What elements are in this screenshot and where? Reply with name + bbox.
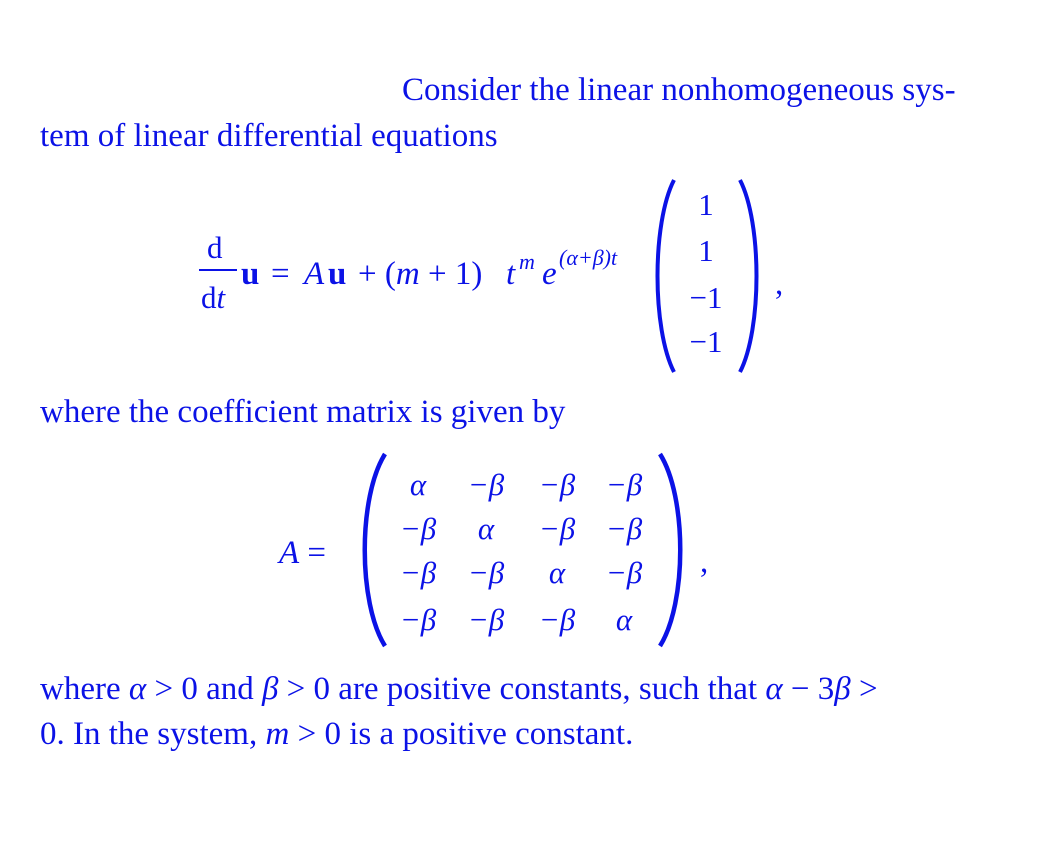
text-run: − 3 xyxy=(782,671,835,707)
matrix-cell: α xyxy=(615,602,633,637)
paragraph-2: where the coefficient matrix is given by xyxy=(40,394,566,430)
matrix-cell: −β xyxy=(467,555,505,590)
matrix-cell: −β xyxy=(399,602,437,637)
matrix-cell: −β xyxy=(605,511,643,546)
text-run: > 0 is a positive constant. xyxy=(289,716,634,752)
text-run: > 0 are positive constants, such that xyxy=(278,671,766,707)
matrix-cell: −β xyxy=(538,511,576,546)
paragraph-1-line-2: tem of linear differential equations xyxy=(40,118,498,154)
matrix-cell: −β xyxy=(605,555,643,590)
alpha-symbol: α xyxy=(128,671,147,707)
matrix-right-paren xyxy=(654,452,690,648)
vector-entry: −1 xyxy=(689,324,723,359)
text-run: > 0 and xyxy=(146,671,262,707)
matrix-cell: −β xyxy=(538,602,576,637)
paragraph-1-line-1: Consider the linear nonhomogeneous sys- xyxy=(402,72,956,108)
beta-symbol: β xyxy=(261,671,279,707)
matrix-cell: −β xyxy=(399,555,437,590)
text-run: > xyxy=(850,671,878,707)
matrix-cell: −β xyxy=(399,511,437,546)
vector-u: u xyxy=(241,256,260,292)
m-symbol: m xyxy=(265,716,290,752)
fraction-bar xyxy=(199,269,237,271)
equals-sign: = xyxy=(271,256,290,292)
equation-2-comma: , xyxy=(700,544,709,580)
vector-right-paren xyxy=(734,178,764,374)
alpha-symbol: α xyxy=(765,671,783,707)
derivative-denominator: dt xyxy=(201,280,226,315)
matrix-symbol-A: A xyxy=(304,256,325,292)
matrix-cell: −β xyxy=(538,467,576,502)
exponential-e: e xyxy=(542,256,557,292)
vector-entry: −1 xyxy=(689,280,723,315)
vector-entry: 1 xyxy=(698,187,714,222)
text-run: where xyxy=(40,671,129,707)
beta-symbol: β xyxy=(834,671,851,707)
exponent-m: m xyxy=(519,249,535,274)
paragraph-3-line-2 xyxy=(40,718,633,751)
vector-entry: 1 xyxy=(698,233,714,268)
forcing-coefficient: + (m + 1) xyxy=(358,256,483,292)
equation-1-comma: , xyxy=(775,266,784,302)
matrix-cell: −β xyxy=(467,602,505,637)
exponent-alpha-beta-t: (α+β)t xyxy=(559,245,618,270)
paragraph-3-line-1 xyxy=(40,673,878,706)
derivative-numerator: d xyxy=(207,230,223,265)
text-run: 0. In the system, xyxy=(40,716,266,752)
matrix-cell: −β xyxy=(467,467,505,502)
vector-u-rhs: u xyxy=(328,256,347,292)
matrix-cell: −β xyxy=(605,467,643,502)
matrix-cell: α xyxy=(409,467,427,502)
t-variable: t xyxy=(506,256,516,292)
matrix-lhs: A = xyxy=(279,535,327,571)
matrix-cell: α xyxy=(477,511,495,546)
matrix-cell: α xyxy=(548,555,566,590)
